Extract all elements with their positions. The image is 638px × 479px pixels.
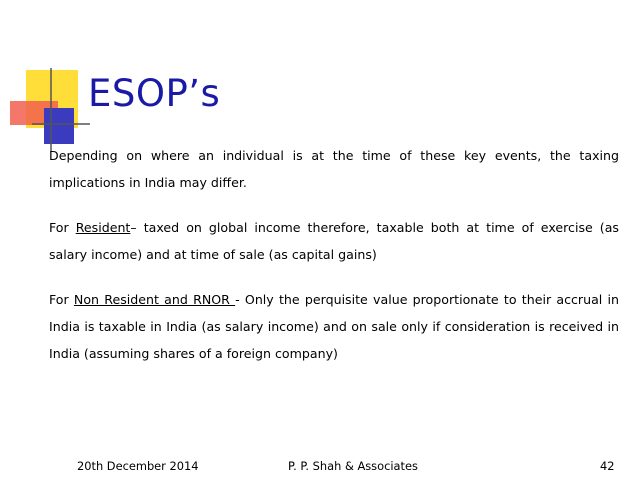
footer-date: 20th December 2014 [77, 459, 199, 473]
nonresident-term: Non Resident and RNOR [73, 292, 236, 307]
resident-text: – taxed on global income therefore, taxable both at time of exercise (as salary income) and at time of sale (as capital gains) [49, 220, 619, 262]
slide-body [49, 142, 619, 367]
nonresident-prefix: For [49, 292, 74, 307]
resident-prefix: For [49, 220, 76, 235]
resident-term: Resident [75, 220, 131, 235]
resident-paragraph [49, 214, 619, 268]
intro-paragraph: Depending on where an individual is at the time of these key events, the taxing implications in India may differ. [49, 148, 619, 190]
nonresident-text: - Only the perquisite value proportionate to their accrual in India is taxable in India (as salary income) and on sale only if consideration is received in India (assuming shares of a foreign company) [49, 292, 619, 361]
nonresident-paragraph [49, 286, 619, 367]
decorative-squares [0, 0, 90, 160]
footer-firm: P. P. Shah & Associates [288, 459, 418, 473]
footer-page-number: 42 [600, 459, 615, 473]
slide-title: ESOP’s [88, 72, 221, 115]
deco-blue-square [44, 108, 74, 144]
